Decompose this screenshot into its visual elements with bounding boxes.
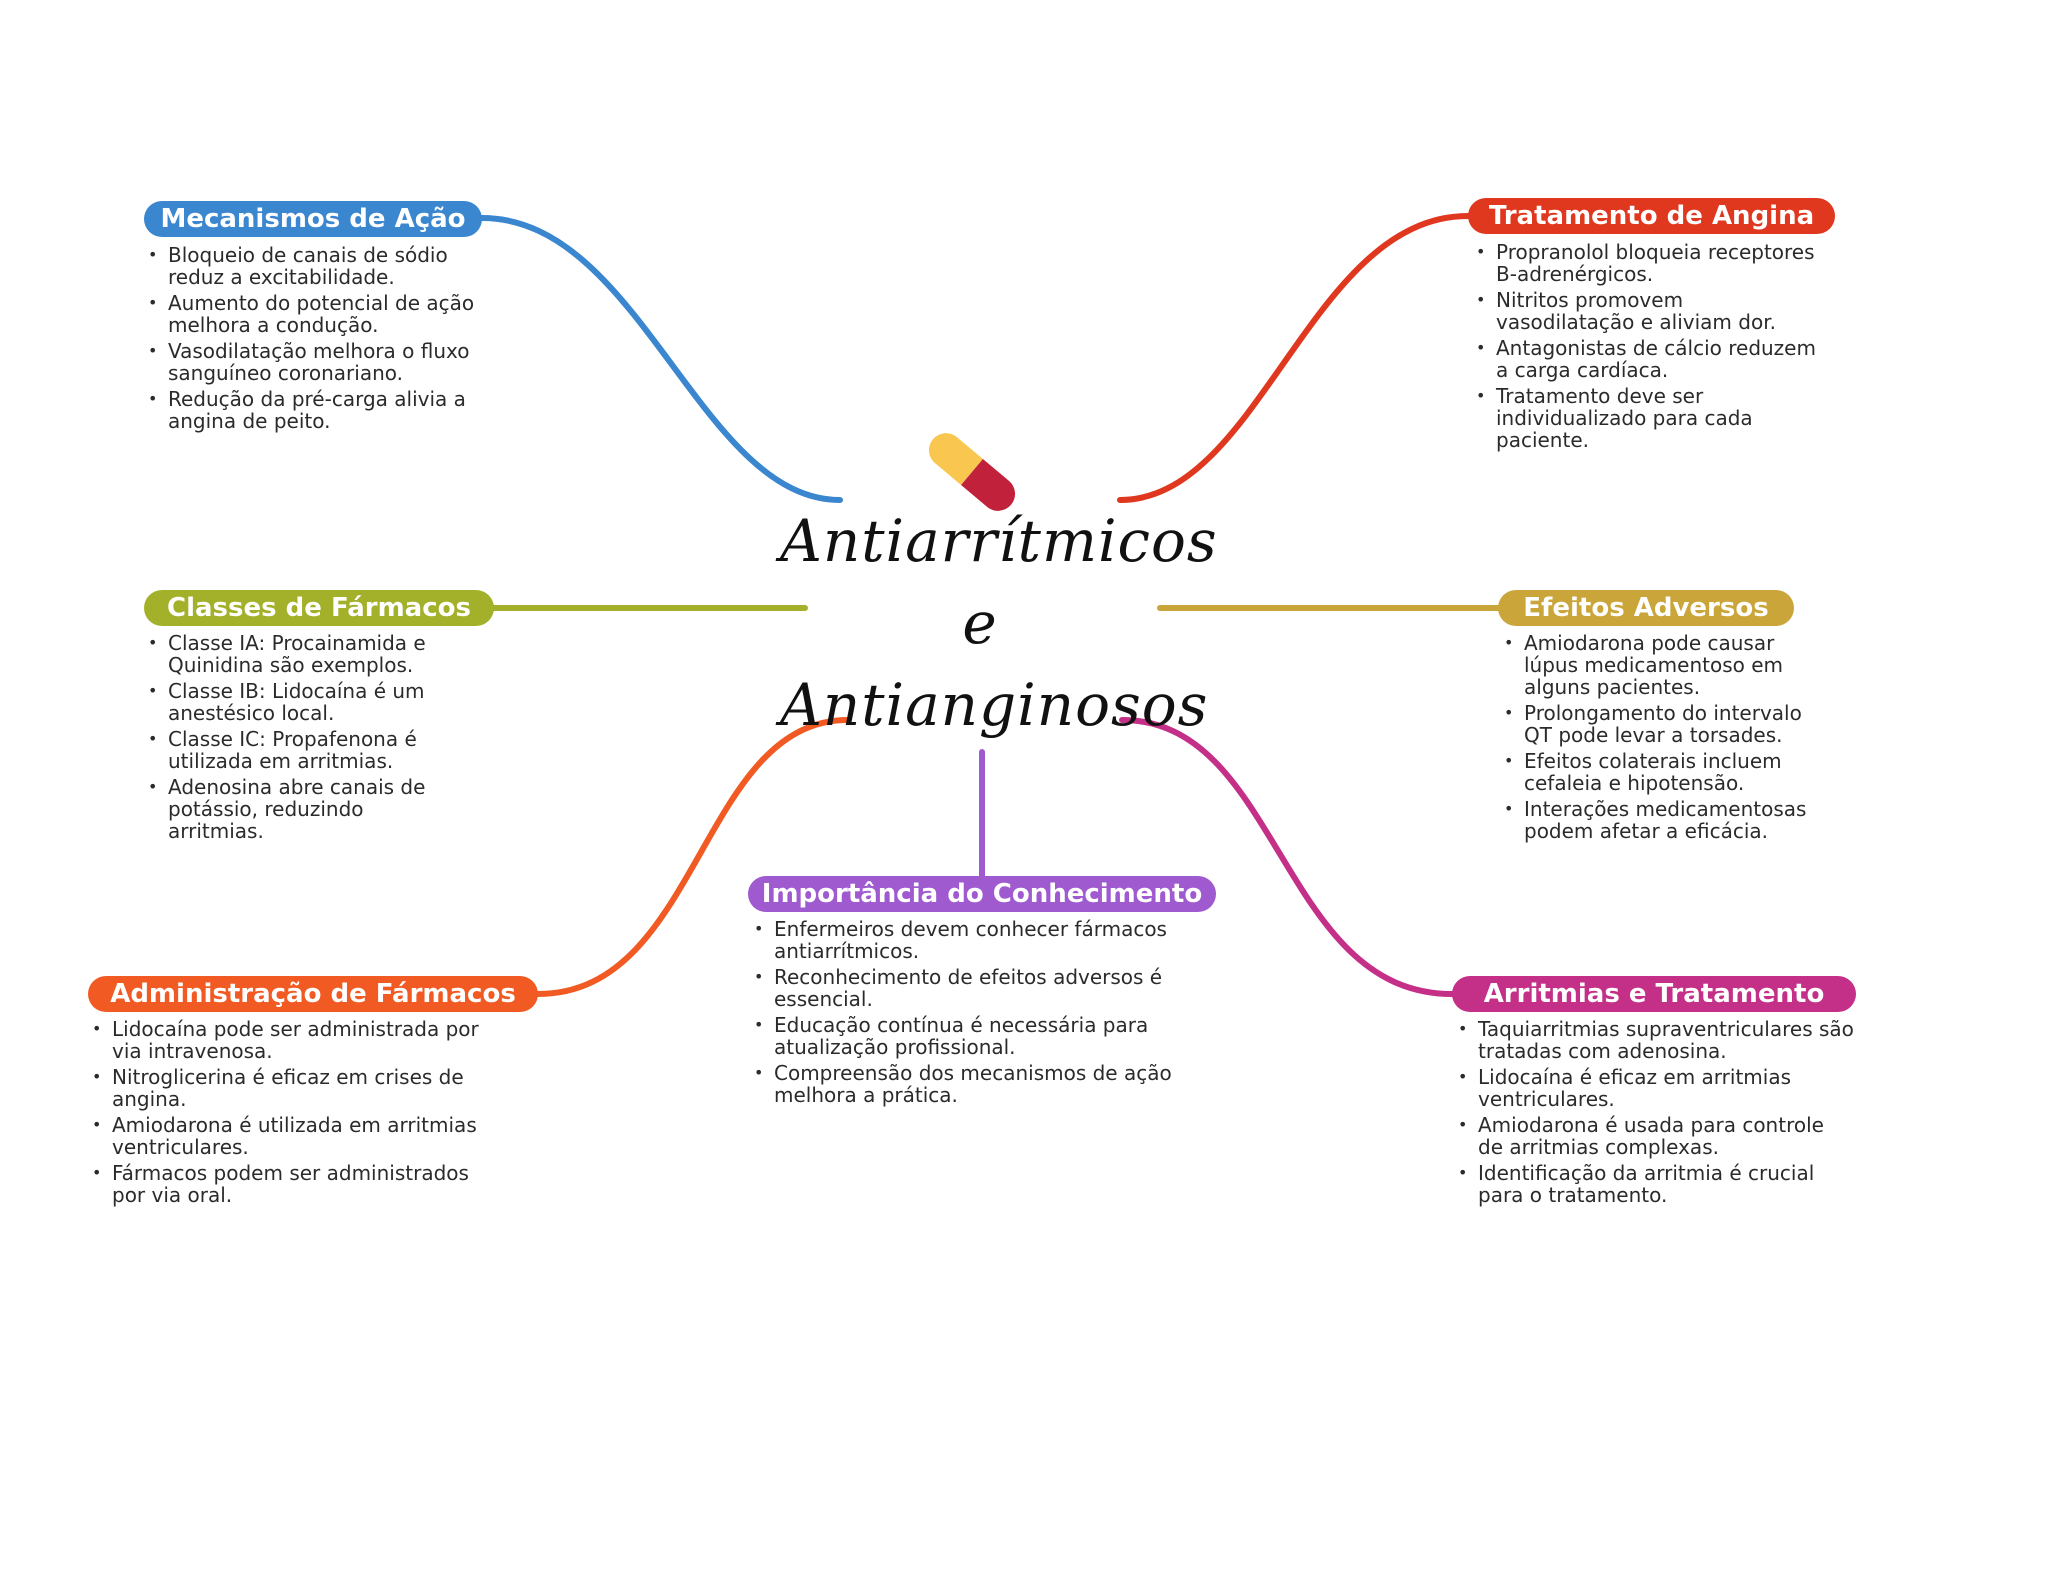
list-item: • Lidocaína pode ser administrada por via intravenosa.	[88, 1018, 498, 1062]
node-efeitos-title: Efeitos Adversos	[1498, 590, 1794, 626]
list-item: • Amiodarona pode causar lúpus medicamentoso em alguns pacientes.	[1500, 632, 1820, 698]
list-item: • Redução da pré-carga alivia a angina de peito.	[144, 388, 489, 432]
list-item: • Lidocaína é eficaz em arritmias ventriculares.	[1454, 1066, 1854, 1110]
connector-mecanismos	[482, 218, 840, 500]
central-topic-line-3: Antianginosos	[780, 671, 1209, 739]
list-item: • Prolongamento do intervalo QT pode levar a torsades.	[1500, 702, 1820, 746]
node-classes-title: Classes de Fármacos	[144, 590, 494, 626]
list-item: • Educação contínua é necessária para atualização profissional.	[750, 1014, 1200, 1058]
list-item: • Enfermeiros devem conhecer fármacos antiarrítmicos.	[750, 918, 1200, 962]
list-item: • Propranolol bloqueia receptores B-adrenérgicos.	[1472, 241, 1827, 285]
connector-tratamento-angina	[1120, 216, 1468, 500]
list-item: • Nitritos promovem vasodilatação e aliviam dor.	[1472, 289, 1827, 333]
list-item: • Fármacos podem ser administrados por via oral.	[88, 1162, 498, 1206]
node-efeitos-list	[1500, 632, 1820, 846]
list-item: • Reconhecimento de efeitos adversos é essencial.	[750, 966, 1200, 1010]
list-item: • Amiodarona é utilizada em arritmias ventriculares.	[88, 1114, 498, 1158]
node-importancia-title: Importância do Conhecimento	[748, 876, 1216, 912]
list-item: • Nitroglicerina é eficaz em crises de angina.	[88, 1066, 498, 1110]
node-arritmias-list	[1454, 1018, 1854, 1210]
list-item: • Antagonistas de cálcio reduzem a carga cardíaca.	[1472, 337, 1827, 381]
list-item: • Aumento do potencial de ação melhora a condução.	[144, 292, 489, 336]
node-importancia-list	[750, 918, 1200, 1110]
list-item: • Bloqueio de canais de sódio reduz a excitabilidade.	[144, 244, 489, 288]
list-item: • Classe IB: Lidocaína é um anestésico local.	[144, 680, 444, 724]
list-item: • Classe IC: Propafenona é utilizada em arritmias.	[144, 728, 444, 772]
node-mecanismos-title: Mecanismos de Ação	[144, 201, 482, 237]
list-item: • Adenosina abre canais de potássio, reduzindo arritmias.	[144, 776, 444, 842]
central-topic-line-1: Antiarrítmicos	[780, 507, 1218, 575]
node-administracao-list	[88, 1018, 498, 1210]
list-item: • Vasodilatação melhora o fluxo sanguíneo coronariano.	[144, 340, 489, 384]
node-tratamento-angina-title: Tratamento de Angina	[1468, 198, 1835, 234]
list-item: • Efeitos colaterais incluem cefaleia e hipotensão.	[1500, 750, 1820, 794]
central-topic	[780, 500, 1218, 746]
list-item: • Amiodarona é usada para controle de arritmias complexas.	[1454, 1114, 1854, 1158]
list-item: • Tratamento deve ser individualizado para cada paciente.	[1472, 385, 1827, 451]
node-mecanismos-list	[144, 244, 489, 436]
list-item: • Taquiarritmias supraventriculares são tratadas com adenosina.	[1454, 1018, 1854, 1062]
list-item: • Classe IA: Procainamida e Quinidina são exemplos.	[144, 632, 444, 676]
list-item: • Interações medicamentosas podem afetar a eficácia.	[1500, 798, 1820, 842]
node-administracao-title: Administração de Fármacos	[88, 976, 538, 1012]
central-topic-line-2: e	[962, 589, 998, 657]
list-item: • Identificação da arritmia é crucial para o tratamento.	[1454, 1162, 1854, 1206]
node-classes-list	[144, 632, 444, 846]
node-tratamento-angina-list	[1472, 241, 1827, 455]
node-arritmias-title: Arritmias e Tratamento	[1452, 976, 1856, 1012]
list-item: • Compreensão dos mecanismos de ação melhora a prática.	[750, 1062, 1200, 1106]
